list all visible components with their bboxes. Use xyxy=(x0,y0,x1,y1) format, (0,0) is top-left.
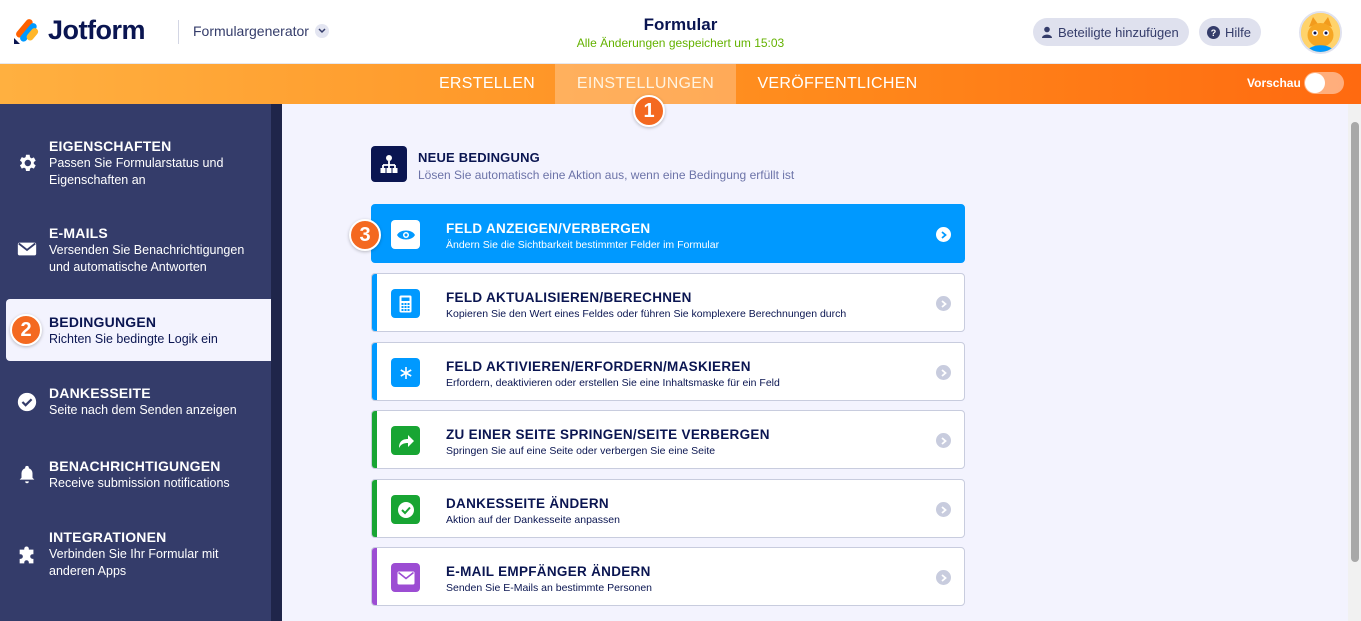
sidebar-item-title: DANKESSEITE xyxy=(49,385,151,401)
condition-card-enable-require-mask[interactable] xyxy=(371,342,965,401)
step-badge-1: 1 xyxy=(633,95,665,127)
saved-status: Alle Änderungen gespeichert um 15:03 xyxy=(576,36,785,50)
main-navigation xyxy=(0,64,1361,104)
eye-icon xyxy=(391,220,420,249)
add-participants-button[interactable] xyxy=(1033,18,1189,46)
scrollbar[interactable] xyxy=(1348,104,1361,621)
logo-text: Jotform xyxy=(48,15,145,45)
builder-dropdown[interactable] xyxy=(193,23,329,39)
card-accent-bar xyxy=(372,343,377,400)
asterisk-icon xyxy=(391,358,420,387)
check-icon xyxy=(391,495,420,524)
tab-create[interactable]: ERSTELLEN xyxy=(438,75,536,92)
card-accent-bar xyxy=(372,480,377,537)
add-participants-label: Beteiligte hinzufügen xyxy=(1058,24,1179,40)
condition-desc: Springen Sie auf eine Seite oder verbergen Sie eine Seite xyxy=(446,445,716,457)
card-accent-bar xyxy=(372,411,377,468)
condition-title: E-MAIL EMPFÄNGER ÄNDERN xyxy=(446,564,651,579)
help-icon xyxy=(1207,26,1220,39)
condition-desc: Senden Sie E-Mails an bestimmte Personen xyxy=(446,582,653,594)
condition-card-change-email-recipient[interactable] xyxy=(371,547,965,606)
new-condition-title: NEUE BEDINGUNG xyxy=(418,150,540,165)
redirect-arrow-icon xyxy=(391,426,420,455)
condition-card-change-thank-you-page[interactable] xyxy=(371,479,965,538)
tab-settings[interactable]: EINSTELLUNGEN xyxy=(555,64,736,104)
sidebar-item-title: EIGENSCHAFTEN xyxy=(49,138,172,154)
new-condition-icon xyxy=(371,146,407,182)
bell-icon xyxy=(16,464,38,486)
sidebar-edge xyxy=(271,104,282,621)
sidebar-item-conditions[interactable] xyxy=(6,299,271,361)
condition-card-show-hide-field[interactable] xyxy=(371,204,965,263)
sidebar-item-integrations[interactable] xyxy=(6,522,271,592)
chevron-right-icon xyxy=(936,227,951,242)
chevron-down-icon xyxy=(315,24,329,38)
chevron-right-icon xyxy=(936,433,951,448)
avatar[interactable] xyxy=(1299,11,1342,54)
sidebar-item-notifications[interactable] xyxy=(6,452,271,502)
check-circle-icon xyxy=(16,391,38,413)
condition-title: ZU EINER SEITE SPRINGEN/SEITE VERBERGEN xyxy=(446,427,770,442)
tab-publish[interactable]: VERÖFFENTLICHEN xyxy=(757,75,918,92)
toggle-knob xyxy=(1305,73,1325,93)
builder-label: Formulargenerator xyxy=(193,23,309,39)
header-divider xyxy=(178,20,179,44)
card-accent-bar xyxy=(372,274,377,331)
help-label: Hilfe xyxy=(1225,24,1252,40)
sidebar-item-emails[interactable] xyxy=(6,214,271,284)
sidebar-item-title: BEDINGUNGEN xyxy=(49,314,157,330)
calculator-icon xyxy=(391,289,420,318)
puzzle-icon xyxy=(16,546,38,568)
chevron-right-icon xyxy=(936,570,951,585)
sidebar-item-title: E-MAILS xyxy=(49,225,108,241)
sidebar-item-desc: Passen Sie Formularstatus und Eigenschaften an xyxy=(49,156,224,187)
help-button[interactable] xyxy=(1199,18,1261,46)
sidebar-item-desc: Receive submission notifications xyxy=(49,476,230,490)
jotform-logo-icon xyxy=(12,16,40,46)
chevron-right-icon xyxy=(936,502,951,517)
settings-sidebar xyxy=(0,104,282,621)
gear-icon xyxy=(16,152,38,174)
sidebar-item-desc: Versenden Sie Benachrichtigungen und automatische Antworten xyxy=(49,243,245,274)
condition-card-skip-hide-page[interactable] xyxy=(371,410,965,469)
sidebar-item-desc: Richten Sie bedingte Logik ein xyxy=(49,332,218,346)
new-condition-desc: Lösen Sie automatisch eine Aktion aus, wenn eine Bedingung erfüllt ist xyxy=(418,168,795,182)
sidebar-item-title: BENACHRICHTIGUNGEN xyxy=(49,458,221,474)
preview-label: Vorschau xyxy=(1247,76,1301,90)
step-badge-3: 3 xyxy=(349,219,381,251)
chevron-right-icon xyxy=(936,365,951,380)
sidebar-item-thank-you-page[interactable] xyxy=(6,379,271,429)
scrollbar-thumb[interactable] xyxy=(1351,122,1359,562)
preview-toggle[interactable] xyxy=(1304,72,1344,94)
condition-desc: Kopieren Sie den Wert eines Feldes oder führen Sie komplexere Berechnungen durch xyxy=(446,308,847,320)
chevron-right-icon xyxy=(936,296,951,311)
condition-title: FELD ANZEIGEN/VERBERGEN xyxy=(446,221,651,236)
sidebar-item-title: INTEGRATIONEN xyxy=(49,529,167,545)
top-bar xyxy=(0,0,1361,64)
condition-title: FELD AKTUALISIEREN/BERECHNEN xyxy=(446,290,692,305)
card-accent-bar xyxy=(372,548,377,605)
sidebar-item-desc: Verbinden Sie Ihr Formular mit anderen Apps xyxy=(49,547,219,578)
sidebar-item-properties[interactable] xyxy=(6,128,271,198)
user-icon xyxy=(1041,26,1053,38)
condition-desc: Ändern Sie die Sichtbarkeit bestimmter Felder im Formular xyxy=(446,239,720,251)
sidebar-item-desc: Seite nach dem Senden anzeigen xyxy=(49,403,237,417)
condition-title: FELD AKTIVIEREN/ERFORDERN/MASKIEREN xyxy=(446,359,751,374)
condition-desc: Erfordern, deaktivieren oder erstellen Sie eine Inhaltsmaske für ein Feld xyxy=(446,377,780,389)
condition-title: DANKESSEITE ÄNDERN xyxy=(446,496,609,511)
condition-card-update-calculate-field[interactable] xyxy=(371,273,965,332)
step-badge-2: 2 xyxy=(10,314,42,346)
form-title: Formular xyxy=(643,15,718,34)
svg-text:?: ? xyxy=(1210,27,1217,38)
user-avatar-image xyxy=(1301,13,1340,52)
jotform-logo[interactable] xyxy=(12,15,145,46)
condition-desc: Aktion auf der Dankesseite anpassen xyxy=(446,514,620,526)
hierarchy-icon xyxy=(371,146,407,182)
envelope-icon xyxy=(16,238,38,260)
envelope-icon xyxy=(391,563,420,592)
